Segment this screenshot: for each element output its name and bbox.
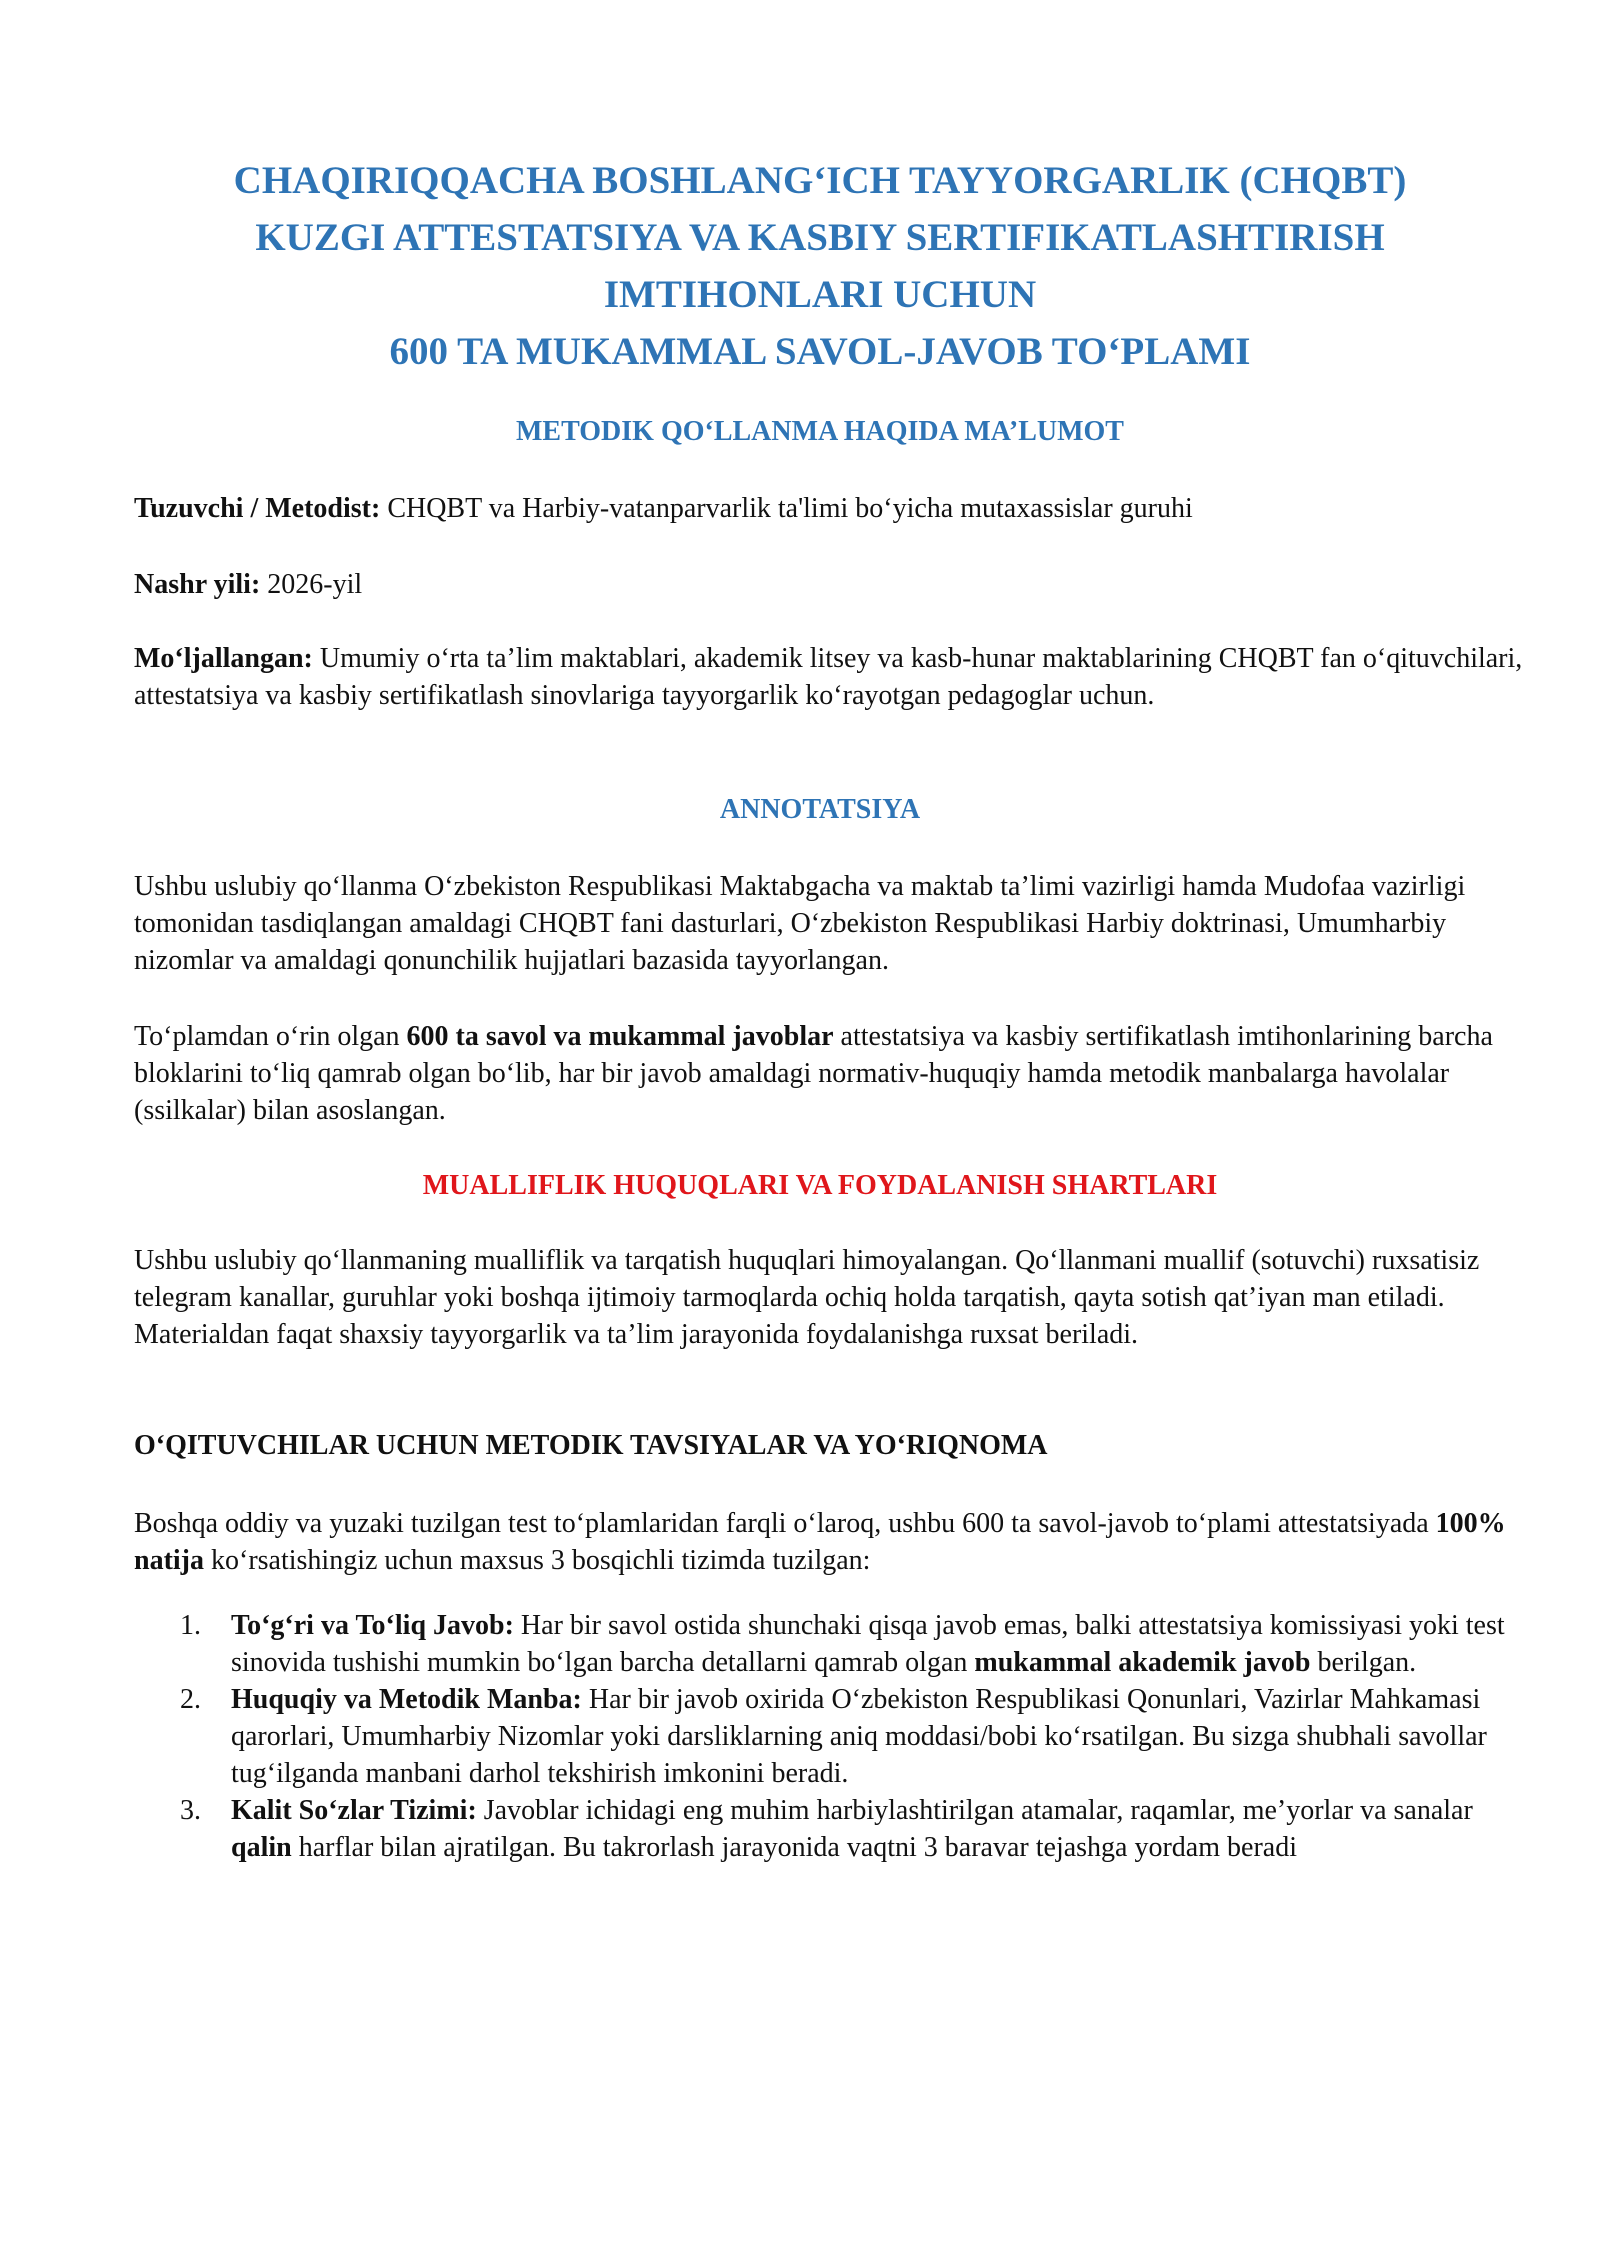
list-item-label: Kalit So‘zlar Tizimi:	[231, 1795, 477, 1826]
annotation-paragraph-1	[134, 868, 1534, 979]
author-value: CHQBT va Harbiy-vatanparvarlik ta'limi bo‘yicha mutaxassislar guruhi	[380, 493, 1193, 524]
annotation-text-1: Ushbu uslubiy qo‘llanma O‘zbekiston Respublikasi Maktabgacha va maktab ta’limi vazirligi hamda Mudofaa vazirligi tomonidan tasdiqlangan amaldagi CHQBT fani dasturlari, O‘zbekiston Respublikasi Harbiy doktrinasi, Umumharbiy nizomlar va amaldagi qonunchilik hujjatlari bazasida tayyorlangan.	[134, 871, 1466, 976]
guide-intro-bold: 100% natija	[134, 1508, 1506, 1576]
guide-heading: O‘QITUVCHILAR UCHUN METODIK TAVSIYALAR VA YO‘RIQNOMA	[134, 1430, 1048, 1461]
annotation-heading: ANNOTATSIYA	[719, 794, 921, 825]
copyright-heading: MUALLIFLIK HUQUQLARI VA FOYDALANISH SHARTLARI	[422, 1170, 1218, 1201]
title-line-3: IMTIHONLARI UCHUN	[603, 273, 1037, 316]
list-item-text-post: berilgan.	[1310, 1647, 1417, 1678]
list-item-text-pre: Har bir javob oxirida O‘zbekiston Respublikasi Qonunlari, Vazirlar Mahkamasi qarorlari, Umumharbiy Nizomlar yoki darsliklarning aniq moddasi/bobi ko‘rsatilgan. Bu sizga shubhali savollar tug‘ilganda manbani darhol tekshirish imkonini beradi.	[231, 1684, 1487, 1789]
list-item-label: Huquqiy va Metodik Manba:	[231, 1684, 582, 1715]
year-value: 2026-yil	[260, 569, 363, 600]
info-heading: METODIK QO‘LLANMA HAQIDA MA’LUMOT	[516, 416, 1124, 447]
guide-intro-post: ko‘rsatishingiz uchun maxsus 3 bosqichli tizimda tuzilgan:	[204, 1545, 871, 1576]
title-line-1: CHAQIRIQQACHA BOSHLANG‘ICH TAYYORGARLIK (CHQBT)	[233, 159, 1407, 202]
title-line-4: 600 TA MUKAMMAL SAVOL-JAVOB TO‘PLAMI	[389, 330, 1251, 373]
guide-intro-pre: Boshqa oddiy va yuzaki tuzilgan test to‘plamlaridan farqli o‘laroq, ushbu 600 ta savol-javob to‘plami attestatsiyada	[134, 1508, 1436, 1539]
list-item-text-bold: qalin	[231, 1832, 292, 1863]
guide-intro	[134, 1505, 1534, 1579]
audience-value: Umumiy o‘rta ta’lim maktablari, akademik litsey va kasb-hunar maktablarining CHQBT fan o‘qituvchilari, attestatsiya va kasbiy sertifikatlash sinovlariga tayyorgarlik ko‘rayotgan pedagoglar uchun.	[134, 643, 1523, 711]
document-title	[120, 152, 1520, 380]
list-item-number: 1.	[180, 1610, 201, 1641]
annotation-text-2-pre: To‘plamdan o‘rin olgan	[134, 1021, 407, 1052]
annotation-text-2-bold: 600 ta savol va mukammal javoblar	[406, 1021, 834, 1052]
list-item	[134, 1607, 1534, 1681]
annotation-text-2-post: attestatsiya va kasbiy sertifikatlash imtihonlarining barcha bloklarini to‘liq qamrab olgan bo‘lib, har bir javob amaldagi normativ-huquqiy hamda metodik manbalarga havolalar (ssilkalar) bilan asoslangan.	[134, 1021, 1493, 1126]
list-item-label: To‘g‘ri va To‘liq Javob:	[231, 1610, 514, 1641]
list-item-number: 3.	[180, 1795, 201, 1826]
audience-label: Mo‘ljallangan:	[134, 643, 313, 674]
list-item	[134, 1681, 1534, 1792]
copyright-paragraph	[134, 1242, 1534, 1353]
list-item	[134, 1792, 1534, 1866]
list-item-text-bold: mukammal akademik javob	[974, 1647, 1311, 1678]
title-line-2: KUZGI ATTESTATSIYA VA KASBIY SERTIFIKATLASHTIRISH	[255, 216, 1385, 259]
author-line	[134, 490, 1534, 527]
annotation-paragraph-2	[134, 1018, 1534, 1129]
list-item-text-pre: Har bir savol ostida shunchaki qisqa javob emas, balki attestatsiya komissiyasi yoki test sinovida tushishi mumkin bo‘lgan barcha detallarni qamrab olgan	[231, 1610, 1505, 1678]
copyright-text: Ushbu uslubiy qo‘llanmaning mualliflik va tarqatish huquqlari himoyalangan. Qo‘llanmani muallif (sotuvchi) ruxsatisiz telegram kanallar, guruhlar yoki boshqa ijtimoiy tarmoqlarda ochiq holda tarqatish, qayta sotish qat’iyan man etiladi. Materialdan faqat shaxsiy tayyorgarlik va ta’lim jarayonida foydalanishga ruxsat beriladi.	[134, 1245, 1480, 1350]
list-item-text-pre: Javoblar ichidagi eng muhim harbiylashtirilgan atamalar, raqamlar, me’yorlar va sanalar	[476, 1795, 1473, 1826]
year-label: Nashr yili:	[134, 569, 261, 600]
year-line	[134, 566, 1534, 603]
guide-list	[134, 1607, 1534, 1866]
list-item-number: 2.	[180, 1684, 201, 1715]
author-label: Tuzuvchi / Metodist:	[134, 493, 381, 524]
list-item-text-post: harflar bilan ajratilgan. Bu takrorlash jarayonida vaqtni 3 baravar tejashga yordam beradi	[291, 1832, 1297, 1863]
audience-paragraph	[134, 640, 1534, 714]
